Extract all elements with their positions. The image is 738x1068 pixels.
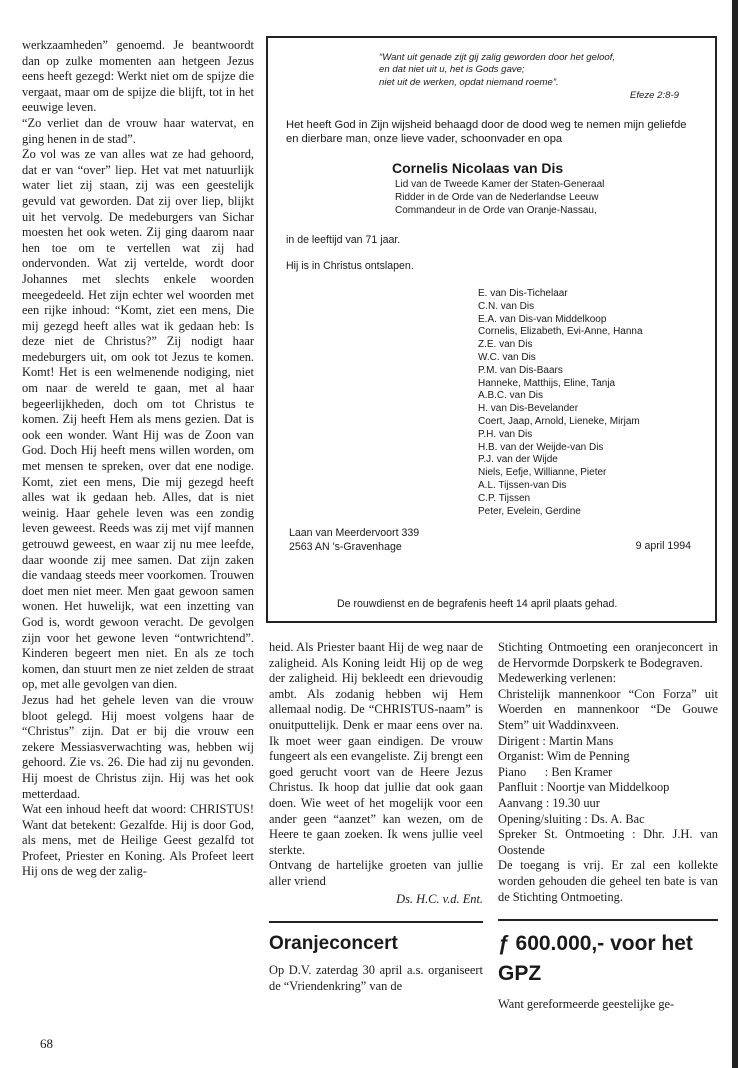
rest-line: Hij is in Christus ontslapen.: [286, 260, 414, 272]
col1-paragraph: werkzaamheden” genoemd. Je beantwoordt dan op zulke momenten aan hetgeen Jezus eens heeft gezegd: Werkt niet om de spijze die vergaat, maar om de spijze die blijft, tot in het eeuwige leven.: [22, 38, 254, 115]
article-heading: ƒ 600.000,- voor het GPZ: [498, 932, 693, 986]
title-line: Lid van de Tweede Kamer der Staten-Generaal: [395, 179, 605, 190]
obituary-date: 9 april 1994: [635, 540, 691, 552]
mourner: A.L. Tijssen-van Dis: [478, 479, 567, 491]
col3-paragraph: Stichting Ontmoeting een oranjeconcert in de Hervormde Dorpskerk te Bodegraven.: [498, 640, 718, 670]
bible-verse: [379, 52, 689, 89]
col3-paragraph: De toegang is vrij. Er zal een kollekte worden gehouden die geheel ten bate is van de Stichting Ontmoeting.: [498, 858, 718, 904]
deceased-name: Cornelis Nicolaas van Dis: [392, 160, 564, 176]
divider: [498, 919, 718, 921]
mourner: W.C. van Dis: [478, 351, 536, 363]
mourner: Peter, Evelein, Gerdine: [478, 505, 581, 517]
col1-paragraph: Wat een inhoud heeft dat woord: CHRISTUS! Want dat betekent: Gezalfde. Hij is door God, als mens, met de Heilige Geest gezalfd tot Profeet, Priester en Koning. Als Profeet leert Hij ons de weg der zalig-: [22, 802, 254, 879]
col3-paragraph: Aanvang : 19.30 uur: [498, 795, 600, 810]
address: [289, 526, 419, 554]
col1-paragraph: Zo vol was ze van alles wat ze had gehoord, dat er van “over” liep. Het vat met natuurlijk water liet zij staan, zij was een geestelijk gevuld vat geworden. Dat zij over liep, blijkt uit het vervolg. De medeburgers van Sichar moesten het ook weten. Zij ging daarom naar hen toe om te vertellen wat zij had ondervonden. Wat zij vertelde, wordt door Johannes met slechts enkele woorden meegedeeld. Het zijn echter wel woorden met een rijke inhoud: “Komt, ziet een mens, Die mij gezegd heeft alles wat ik gedaan heb: Is deze niet de Christus?” Zij nodigt haar medeburgers uit, om ook tot Jezus te komen. Komt! Het is een welmenende nodiging, niet om naar de wereld te gaan, met al haar begeerlijkheden, doch om tot Christus te komen. Zij heeft Hem als mens gezien. Dat is ook een wonder. Want Hij was de Zoon van God. Doch Hij heeft mens willen worden, om met mensen te spreken, over dat ene nodige. Komt, ziet een mens, Die mij gezegd heeft alles wat ik gedaan heb. Alles, dat is niet weinig. Haar gehele leven was een zondig leven geweest. Reeds was zij met vijf mannen getrouwd geweest, en waar zij nu mee leefde, daar woonde zij mee samen. Dat zijn zaken die vandaag steeds meer voorkomen. Trouwen doet men niet meer. Men gaat gewoon samen wonen. Het huwelijk, wat een inzetting van God is, wordt gewoon veracht. De gevolgen zijn voor het gewone leven “ontwrichtend”. Kinderen begeert men niet. En als ze toch komen, dan stuurt men ze niet zelden de straat op, met alle gevolgen van dien.: [22, 147, 254, 692]
col1-paragraph: Jezus had het gehele leven van die vrouw bloot gelegd. Hij moest volgens haar de “Christus” zijn. Dat er bij die vrouw een zekere Messiasverwachting was, hebben wij gehoord. Zie vs. 26. Die had zij nu gevonden. Hij moest de Christus zijn. Hij was het ook metterdaad.: [22, 692, 254, 801]
col3-paragraph: Organist: Wim de Penning: [498, 749, 630, 764]
col3-paragraph: Spreker St. Ontmoeting : Dhr. J.H. van Oostende: [498, 827, 718, 857]
mourner: Niels, Eefje, Willianne, Pieter: [478, 467, 607, 479]
col2-paragraph: heid. Als Priester baant Hij de weg naar de zaligheid. Als Koning leidt Hij op de weg der zaligheid. Hij bekleedt een drievoudig ambt. Als zodanig hebben wij Hem allemaal nodig. De “CHRISTUS-naam” is onuitputtelijk. Denk er maar eens over na. Ik moet weer gaan eindigen. De vrouw fungeert als een evangeliste. Zij brengt een goed gerucht voort van de Heere Jezus Christus. Ik hoop dat jullie dat ook gaan doen. Wie weet of het mogelijk voor een ander geen “aanzet” kan wezen, om de Heere te gaan zoeken. Ik wens jullie veel sterkte.: [269, 640, 483, 857]
col3-paragraph: Opening/sluiting : Ds. A. Bac: [498, 811, 645, 826]
col3-paragraph: Piano : Ben Kramer: [498, 764, 613, 779]
obituary-box: [266, 36, 717, 623]
mourner: P.M. van Dis-Baars: [478, 364, 563, 376]
verse-line: en dat niet uit u, het is Gods gave;: [379, 64, 525, 76]
page-number: 68: [40, 1036, 53, 1051]
col3-paragraph: Dirigent : Martin Mans: [498, 733, 614, 748]
verse-line: “Want uit genade zijt gij zalig geworden door het geloof,: [379, 52, 616, 63]
col3-paragraph: Want gereformeerde geestelijke ge-: [498, 997, 675, 1012]
mourner: P.J. van der Wijde: [478, 454, 558, 466]
verse-line: niet uit de werken, opdat niemand roeme”.: [379, 76, 559, 88]
col3-paragraph: Panfluit : Noortje van Middelkoop: [498, 780, 670, 795]
col3-paragraph: Medewerking verlenen:: [498, 671, 617, 686]
address-line: Laan van Meerdervoort 339: [289, 527, 420, 539]
mourner: C.P. Tijssen: [478, 492, 531, 504]
scan-edge: [732, 0, 738, 1068]
article-heading: Oranjeconcert: [269, 933, 398, 955]
age-line: in de leeftijd van 71 jaar.: [286, 234, 401, 246]
col2-paragraph: Ontvang de hartelijke groeten van jullie aller vriend: [269, 858, 483, 888]
mourner: Z.E. van Dis: [478, 339, 533, 351]
mourner: C.N. van Dis: [478, 300, 535, 312]
column-1: [22, 38, 254, 880]
deceased-titles: [395, 179, 604, 217]
title-line: Ridder in de Orde van de Nederlandse Leeuw: [395, 191, 599, 203]
mourners-list: [478, 288, 643, 518]
address-line: 2563 AN 's-Gravenhage: [289, 541, 402, 553]
mourner: Coert, Jaap, Arnold, Lieneke, Mirjam: [478, 415, 640, 427]
obituary-intro: Het heeft God in Zijn wijsheid behaagd door de dood weg te nemen mijn geliefde en dierbare man, onze lieve vader, schoonvader en opa: [286, 119, 687, 146]
mourner: Cornelis, Elizabeth, Evi-Anne, Hanna: [478, 326, 643, 338]
mourner: E. van Dis-Tichelaar: [478, 288, 568, 299]
mourner: Hanneke, Matthijs, Eline, Tanja: [478, 377, 616, 389]
mourner: P.H. van Dis: [478, 428, 533, 440]
mourner: H. van Dis-Bevelander: [478, 403, 579, 415]
col1-paragraph: “Zo verliet dan de vrouw haar watervat, en ging henen in de stad”.: [22, 115, 254, 146]
column-3: [498, 640, 718, 1013]
col2-paragraph: Op D.V. zaterdag 30 april a.s. organiseert de “Vriendenkring” van de: [269, 963, 483, 993]
mourner: H.B. van der Weijde-van Dis: [478, 441, 604, 453]
title-line: Commandeur in de Orde van Oranje-Nassau,: [395, 204, 597, 216]
service-note: De rouwdienst en de begrafenis heeft 14 april plaats gehad.: [337, 598, 618, 610]
mourner: E.A. van Dis-van Middelkoop: [478, 313, 607, 325]
mourner: A.B.C. van Dis: [478, 390, 544, 402]
divider: [269, 921, 483, 923]
signature: Ds. H.C. v.d. Ent.: [396, 891, 483, 906]
column-2: [269, 640, 483, 994]
verse-reference: Efeze 2:8-9: [629, 90, 679, 101]
col3-paragraph: Christelijk mannenkoor “Con Forza” uit Woerden en mannenkoor “De Gouwe Stem” uit Waddinxveen.: [498, 686, 718, 732]
